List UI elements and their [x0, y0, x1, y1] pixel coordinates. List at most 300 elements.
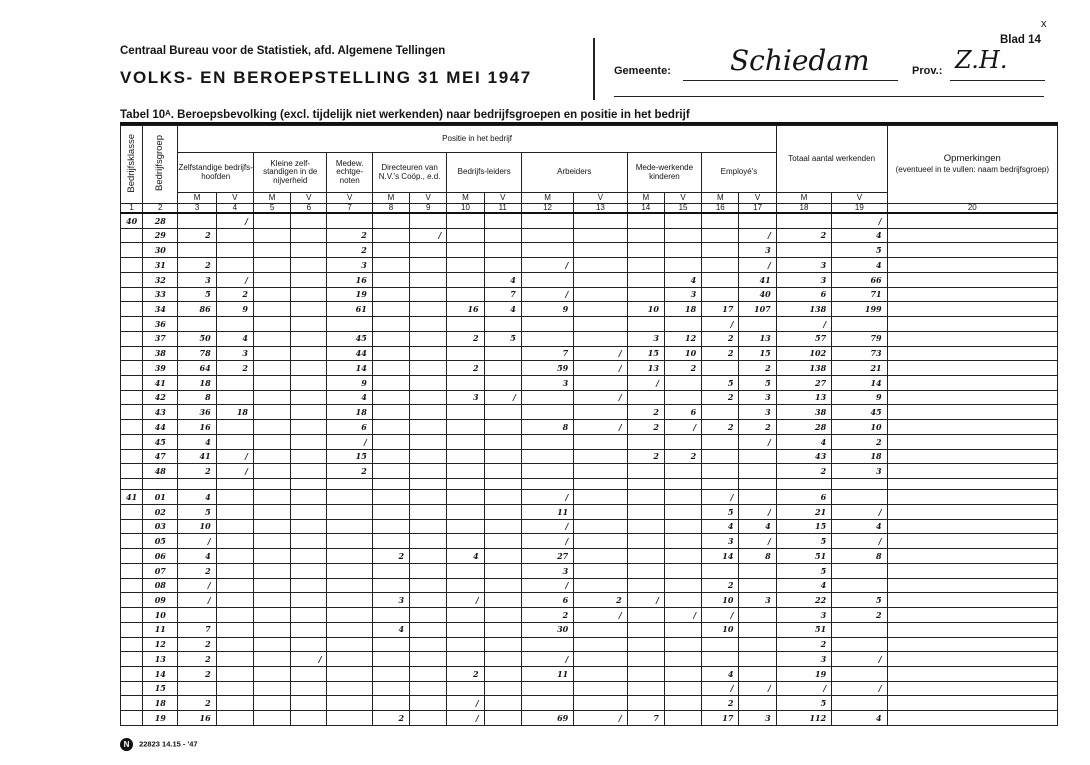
data-cell: 59 — [521, 361, 573, 376]
data-cell — [521, 228, 573, 243]
data-cell: 107 — [739, 302, 776, 317]
sheet-number — [1000, 34, 1041, 46]
data-cell — [410, 302, 447, 317]
data-cell — [372, 375, 409, 390]
data-cell: 19 — [776, 667, 831, 682]
data-cell: 2 — [178, 637, 216, 652]
data-cell — [253, 272, 290, 287]
bedrijfsklasse-cell — [121, 593, 143, 608]
data-cell: 10 — [702, 622, 739, 637]
empty-cell — [887, 479, 1057, 490]
data-cell — [664, 258, 701, 273]
data-cell — [447, 272, 484, 287]
data-cell — [216, 317, 253, 332]
data-cell: 5 — [702, 504, 739, 519]
table-row — [121, 420, 1058, 435]
data-cell — [327, 213, 372, 228]
opmerkingen-cell — [887, 243, 1057, 258]
data-cell — [702, 361, 739, 376]
data-cell — [327, 534, 372, 549]
data-cell — [253, 667, 290, 682]
opmerkingen-cell — [887, 622, 1057, 637]
sex-label: M — [178, 193, 216, 204]
data-cell — [447, 258, 484, 273]
data-cell — [291, 549, 327, 564]
data-cell: / — [216, 449, 253, 464]
empty-cell — [291, 479, 327, 490]
data-cell — [739, 449, 776, 464]
data-cell — [372, 652, 409, 667]
data-cell: 4 — [776, 434, 831, 449]
data-cell: 3 — [216, 346, 253, 361]
data-cell — [216, 504, 253, 519]
group-kleine-zelfstandigen: Kleine zelf-standigen in de nijverheid — [253, 153, 327, 193]
table-row — [121, 637, 1058, 652]
data-cell — [410, 434, 447, 449]
data-cell — [574, 504, 627, 519]
bedrijfsklasse-cell — [121, 390, 143, 405]
data-cell: / — [739, 504, 776, 519]
data-cell — [627, 434, 664, 449]
data-cell: 9 — [521, 302, 573, 317]
data-cell — [484, 405, 521, 420]
table-row — [121, 696, 1058, 711]
positie-header: Positie in het bedrijf — [178, 126, 776, 153]
column-index: 11 — [484, 204, 521, 214]
bedrijfsklasse-cell — [121, 375, 143, 390]
data-cell — [574, 563, 627, 578]
data-cell: 14 — [327, 361, 372, 376]
bedrijfsklasse-cell — [121, 302, 143, 317]
data-cell — [484, 504, 521, 519]
data-cell: 21 — [832, 361, 887, 376]
data-cell — [410, 243, 447, 258]
bedrijfsklasse-cell — [121, 258, 143, 273]
table-row — [121, 449, 1058, 464]
data-cell — [664, 464, 701, 479]
data-cell — [447, 490, 484, 505]
sex-label: V — [410, 193, 447, 204]
data-cell — [484, 449, 521, 464]
data-cell: 2 — [447, 667, 484, 682]
data-cell — [521, 272, 573, 287]
data-cell: 78 — [178, 346, 216, 361]
data-cell: 2 — [832, 608, 887, 623]
data-cell — [664, 243, 701, 258]
data-cell — [447, 449, 484, 464]
province-underline — [950, 80, 1045, 81]
opmerkingen-cell — [887, 490, 1057, 505]
data-cell: 5 — [178, 504, 216, 519]
data-cell: 2 — [178, 228, 216, 243]
data-cell — [327, 696, 372, 711]
bedrijfsklasse-cell — [121, 622, 143, 637]
data-cell — [327, 667, 372, 682]
data-cell: 11 — [521, 504, 573, 519]
data-cell — [372, 504, 409, 519]
data-cell — [253, 346, 290, 361]
data-cell — [484, 563, 521, 578]
column-index: 2 — [143, 204, 178, 214]
data-cell — [664, 549, 701, 564]
data-cell — [484, 622, 521, 637]
data-cell: / — [521, 519, 573, 534]
gemeente-underline — [683, 80, 898, 81]
data-cell — [291, 696, 327, 711]
data-cell — [216, 519, 253, 534]
data-cell — [484, 490, 521, 505]
data-cell — [253, 449, 290, 464]
form-code: 22823 14.15 - '47 — [139, 739, 198, 749]
data-cell — [372, 287, 409, 302]
table-row — [121, 563, 1058, 578]
sex-label: M — [627, 193, 664, 204]
data-cell: 38 — [776, 405, 831, 420]
data-cell — [410, 258, 447, 273]
data-cell: 4 — [832, 258, 887, 273]
table-row — [121, 317, 1058, 332]
data-cell — [521, 405, 573, 420]
data-cell — [702, 434, 739, 449]
data-cell — [521, 213, 573, 228]
table-row — [121, 361, 1058, 376]
data-cell — [253, 711, 290, 726]
data-cell: / — [739, 681, 776, 696]
bedrijfsgroep-cell: 36 — [143, 317, 178, 332]
bedrijfsgroep-cell: 13 — [143, 652, 178, 667]
data-cell — [372, 578, 409, 593]
bedrijfsgroep-cell: 07 — [143, 563, 178, 578]
data-cell — [372, 317, 409, 332]
data-cell — [178, 317, 216, 332]
bedrijfsklasse-cell — [121, 434, 143, 449]
data-cell — [447, 213, 484, 228]
data-cell — [291, 390, 327, 405]
data-cell: 9 — [216, 302, 253, 317]
data-cell — [410, 390, 447, 405]
table-header — [121, 126, 1058, 214]
data-cell — [291, 272, 327, 287]
data-cell — [627, 519, 664, 534]
bedrijfsgroep-cell: 30 — [143, 243, 178, 258]
data-cell: 66 — [832, 272, 887, 287]
data-cell — [372, 390, 409, 405]
data-cell: 5 — [776, 534, 831, 549]
data-cell: 10 — [627, 302, 664, 317]
data-cell — [484, 608, 521, 623]
data-cell — [702, 637, 739, 652]
data-cell — [574, 331, 627, 346]
data-cell — [627, 578, 664, 593]
opmerkingen-cell — [887, 258, 1057, 273]
data-cell — [291, 622, 327, 637]
data-cell: 2 — [776, 464, 831, 479]
data-cell: 3 — [832, 464, 887, 479]
sheet-label: Blad — [1000, 34, 1025, 46]
bedrijfsklasse-cell — [121, 420, 143, 435]
sex-label: M — [776, 193, 831, 204]
opmerkingen-cell — [887, 681, 1057, 696]
bedrijfsgroep-cell: 42 — [143, 390, 178, 405]
data-cell — [372, 519, 409, 534]
data-cell — [410, 519, 447, 534]
data-cell — [702, 228, 739, 243]
bedrijfsgroep-cell: 14 — [143, 667, 178, 682]
data-cell: 9 — [327, 375, 372, 390]
data-cell: 5 — [702, 375, 739, 390]
data-cell — [291, 504, 327, 519]
bedrijfsgroep-cell: 29 — [143, 228, 178, 243]
data-cell: / — [447, 711, 484, 726]
data-cell: 36 — [178, 405, 216, 420]
data-cell — [253, 696, 290, 711]
data-cell — [521, 681, 573, 696]
data-cell — [664, 681, 701, 696]
data-cell: 4 — [178, 549, 216, 564]
data-cell: 4 — [484, 272, 521, 287]
bedrijfsklasse-cell — [121, 578, 143, 593]
data-cell — [574, 405, 627, 420]
data-cell — [832, 637, 887, 652]
data-cell: 7 — [484, 287, 521, 302]
empty-cell — [216, 479, 253, 490]
totaal-header: Totaal aantal werkenden — [776, 126, 887, 193]
data-cell — [627, 637, 664, 652]
data-cell — [372, 464, 409, 479]
data-cell — [410, 317, 447, 332]
data-cell — [410, 622, 447, 637]
data-cell — [702, 258, 739, 273]
data-cell — [664, 652, 701, 667]
data-cell — [739, 464, 776, 479]
data-cell — [664, 637, 701, 652]
data-cell — [216, 652, 253, 667]
table-row — [121, 287, 1058, 302]
data-cell — [664, 228, 701, 243]
data-cell: 2 — [574, 593, 627, 608]
data-cell — [410, 696, 447, 711]
bedrijfsgroep-cell: 41 — [143, 375, 178, 390]
data-cell — [253, 375, 290, 390]
data-cell: 10 — [664, 346, 701, 361]
sex-label: V — [216, 193, 253, 204]
opmerkingen-cell — [887, 519, 1057, 534]
data-cell — [372, 331, 409, 346]
data-cell: / — [574, 608, 627, 623]
table-row — [121, 681, 1058, 696]
data-cell — [372, 434, 409, 449]
data-cell: 2 — [447, 361, 484, 376]
column-index: 1 — [121, 204, 143, 214]
data-cell — [574, 464, 627, 479]
data-cell — [832, 490, 887, 505]
bedrijfsgroep-cell: 31 — [143, 258, 178, 273]
data-cell: 2 — [664, 449, 701, 464]
data-cell — [327, 578, 372, 593]
empty-cell — [372, 479, 409, 490]
data-cell — [447, 375, 484, 390]
data-cell — [739, 667, 776, 682]
data-cell — [410, 346, 447, 361]
data-cell — [521, 243, 573, 258]
data-cell: 61 — [327, 302, 372, 317]
data-cell — [327, 652, 372, 667]
data-cell: 16 — [178, 711, 216, 726]
data-cell — [253, 405, 290, 420]
data-cell: 2 — [702, 578, 739, 593]
opmerkingen-cell — [887, 302, 1057, 317]
table-row — [121, 346, 1058, 361]
data-cell — [216, 390, 253, 405]
data-cell — [447, 434, 484, 449]
data-cell: 4 — [372, 622, 409, 637]
data-cell — [484, 434, 521, 449]
data-cell — [484, 346, 521, 361]
data-cell: 3 — [739, 711, 776, 726]
data-cell — [447, 608, 484, 623]
data-cell: 5 — [739, 375, 776, 390]
data-cell — [253, 622, 290, 637]
data-cell — [253, 490, 290, 505]
form-title: VOLKS- EN BEROEPSTELLING 31 MEI 1947 — [120, 68, 532, 87]
data-cell: / — [739, 434, 776, 449]
data-cell — [627, 243, 664, 258]
group-bedrijfsleiders: Bedrijfs-leiders — [447, 153, 522, 193]
data-cell — [291, 287, 327, 302]
data-cell — [410, 464, 447, 479]
empty-cell — [143, 479, 178, 490]
data-cell — [484, 228, 521, 243]
data-cell — [253, 228, 290, 243]
data-cell — [327, 490, 372, 505]
data-cell — [291, 563, 327, 578]
group-employes: Employé's — [702, 153, 777, 193]
data-cell: 4 — [664, 272, 701, 287]
bedrijfsklasse-cell — [121, 696, 143, 711]
data-cell: 18 — [178, 375, 216, 390]
data-cell: 3 — [521, 563, 573, 578]
data-cell: 112 — [776, 711, 831, 726]
data-cell — [521, 696, 573, 711]
data-cell — [664, 490, 701, 505]
opmerkingen-cell — [887, 228, 1057, 243]
data-cell: 102 — [776, 346, 831, 361]
data-cell — [664, 519, 701, 534]
data-cell: 7 — [627, 711, 664, 726]
data-cell — [253, 637, 290, 652]
data-cell: 2 — [178, 464, 216, 479]
empty-cell — [664, 479, 701, 490]
opmerkingen-cell — [887, 608, 1057, 623]
opmerkingen-cell — [887, 667, 1057, 682]
data-cell — [627, 549, 664, 564]
data-cell: / — [832, 213, 887, 228]
data-cell — [574, 213, 627, 228]
data-cell — [574, 258, 627, 273]
data-cell — [216, 696, 253, 711]
opmerkingen-cell — [887, 361, 1057, 376]
data-cell: / — [627, 375, 664, 390]
empty-cell — [121, 479, 143, 490]
data-cell — [253, 608, 290, 623]
data-cell — [702, 449, 739, 464]
data-cell: 43 — [776, 449, 831, 464]
data-cell: / — [664, 420, 701, 435]
data-cell: / — [178, 578, 216, 593]
data-cell — [253, 258, 290, 273]
data-cell — [627, 652, 664, 667]
data-cell — [253, 504, 290, 519]
data-cell: 18 — [327, 405, 372, 420]
data-cell: 6 — [776, 287, 831, 302]
data-cell — [664, 578, 701, 593]
group-zelfstandige: Zelfstandige bedrijfs-hoofden — [178, 153, 254, 193]
data-cell — [410, 287, 447, 302]
data-cell — [664, 390, 701, 405]
data-cell: / — [574, 390, 627, 405]
data-cell — [447, 652, 484, 667]
data-cell — [664, 504, 701, 519]
group-meewerkende-kinderen: Mede-werkende kinderen — [627, 153, 702, 193]
data-cell: / — [776, 681, 831, 696]
data-cell: / — [776, 317, 831, 332]
sex-label: M — [521, 193, 573, 204]
data-cell: 12 — [664, 331, 701, 346]
table-title: Tabel 10ᴬ. Beroepsbevolking (excl. tijdelijk niet werkenden) naar bedrijfsgroepen en positie in het bedrijf — [120, 109, 690, 121]
data-cell — [291, 405, 327, 420]
empty-cell — [253, 479, 290, 490]
group-medewerkende-echtgenoten: Medew. echtge-noten — [327, 153, 372, 193]
data-cell: 9 — [832, 390, 887, 405]
data-cell: 14 — [702, 549, 739, 564]
data-cell — [574, 302, 627, 317]
data-cell: / — [291, 652, 327, 667]
bedrijfsklasse-cell — [121, 228, 143, 243]
data-cell: 2 — [216, 361, 253, 376]
data-cell — [253, 434, 290, 449]
data-cell — [664, 696, 701, 711]
data-cell — [327, 317, 372, 332]
data-cell — [372, 405, 409, 420]
data-cell — [574, 652, 627, 667]
data-cell — [410, 711, 447, 726]
data-cell — [627, 258, 664, 273]
data-cell — [291, 361, 327, 376]
data-cell: 18 — [832, 449, 887, 464]
data-cell — [410, 549, 447, 564]
data-cell: 79 — [832, 331, 887, 346]
opmerkingen-header — [887, 126, 1057, 204]
bedrijfsklasse-cell — [121, 361, 143, 376]
table-row — [121, 534, 1058, 549]
data-cell: 3 — [739, 593, 776, 608]
bedrijfsgroep-cell: 10 — [143, 608, 178, 623]
data-cell — [216, 578, 253, 593]
data-cell — [574, 272, 627, 287]
data-cell — [447, 519, 484, 534]
table-row — [121, 519, 1058, 534]
data-cell: / — [216, 213, 253, 228]
data-cell: 3 — [776, 652, 831, 667]
data-cell — [216, 593, 253, 608]
data-cell: 15 — [327, 449, 372, 464]
data-cell: / — [574, 420, 627, 435]
data-cell: 2 — [178, 667, 216, 682]
data-cell — [521, 331, 573, 346]
data-cell — [291, 490, 327, 505]
data-cell — [627, 563, 664, 578]
data-cell: 2 — [627, 449, 664, 464]
